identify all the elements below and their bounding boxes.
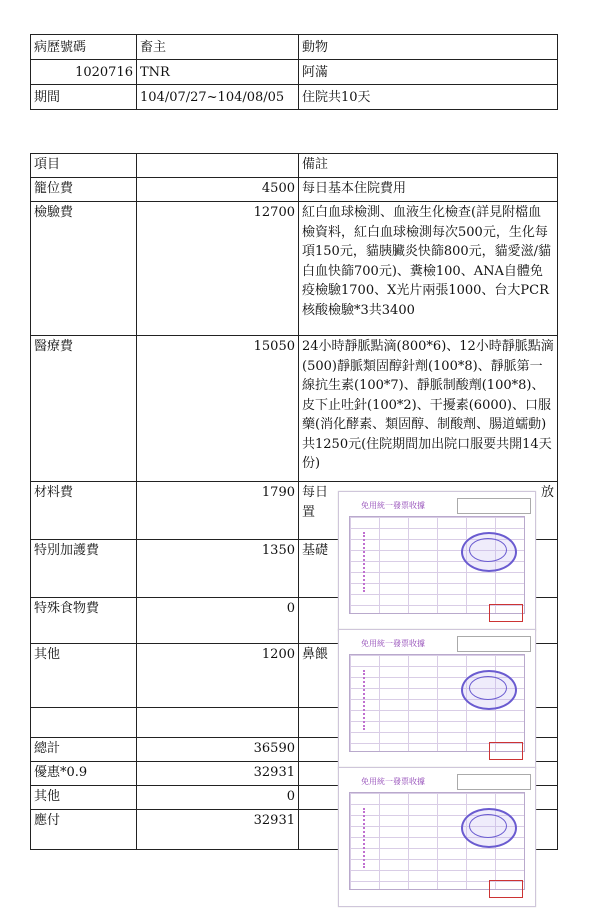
seal-inner-icon: [469, 538, 507, 562]
table-row: [31, 336, 558, 482]
item-cell: 醫療費: [31, 336, 137, 482]
total-label: 總計: [31, 738, 137, 762]
header-info-table: [30, 34, 558, 110]
receipt-number-box: [457, 636, 531, 652]
amount-cell: [137, 708, 299, 738]
period-value: 104/07/27~104/08/05: [137, 85, 299, 110]
receipt-title: 免用統一發票收據: [361, 777, 425, 786]
amount-cell: 0: [137, 598, 299, 644]
animal-value: 阿滿: [299, 60, 558, 85]
note-line2: 置: [302, 504, 316, 520]
note-cell: 基礎: [299, 540, 558, 598]
note-cell: 鼻餵: [299, 644, 558, 708]
note-end: 放: [540, 485, 554, 500]
amount-cell: 4500: [137, 178, 299, 202]
amount-cell: 1350: [137, 540, 299, 598]
note-header: 備註: [299, 154, 558, 178]
discount-amount: 32931: [137, 762, 299, 786]
handwriting: [363, 532, 425, 592]
stamp-icon: [489, 880, 523, 898]
item-cell: 籠位費: [31, 178, 137, 202]
period-header: 期間: [31, 85, 137, 110]
handwriting: [363, 670, 425, 730]
item-cell: 特別加護費: [31, 540, 137, 598]
amount-cell: 1790: [137, 482, 299, 540]
animal-header: 動物: [299, 35, 558, 60]
receipt-image: [338, 491, 536, 631]
note-cell: 24小時靜脈點滴(800*6)、12小時靜脈點滴(500)靜脈類固醇針劑(100*8)、靜脈第一線抗生素(100*7)、靜脈制酸劑(100*8)、皮下止吐針(100*2)、干擾素(6000)、口服藥(消化酵素、類固醇、制酸劑、腸道蠕動)共1250元(住院期間加出院口服要共開14天份): [299, 336, 558, 482]
other-amount: 0: [137, 786, 299, 810]
item-cell: 檢驗費: [31, 202, 137, 336]
seal-inner-icon: [469, 676, 507, 700]
receipt-title: 免用統一發票收據: [361, 501, 425, 510]
record-no-value: 1020716: [31, 60, 137, 85]
receipt-image: [338, 629, 536, 769]
receipt-image: [338, 767, 536, 907]
note-cell: 紅白血球檢測、血液生化檢查(詳見附檔血檢資料，紅白血球檢測每次500元，生化每項150元，貓胰臟炎快篩800元，貓愛滋/貓白血快篩700元)、糞檢100、ANA自體免疫檢驗1700、X光片兩張1000、台大PCR核酸檢驗*3共3400: [299, 202, 558, 336]
stamp-icon: [489, 604, 523, 622]
seal-inner-icon: [469, 814, 507, 838]
item-cell: 其他: [31, 644, 137, 708]
note-start: 每日: [302, 485, 329, 500]
payable-amount: 32931: [137, 810, 299, 850]
discount-label: 優惠*0.9: [31, 762, 137, 786]
amount-cell: 15050: [137, 336, 299, 482]
receipt-number-box: [457, 774, 531, 790]
stay-value: 住院共10天: [299, 85, 558, 110]
item-cell: 特殊食物費: [31, 598, 137, 644]
receipt-title: 免用統一發票收據: [361, 639, 425, 648]
amount-header: [137, 154, 299, 178]
table-row: [31, 202, 558, 336]
note-cell: 每日基本住院費用: [299, 178, 558, 202]
table-row: [31, 178, 558, 202]
owner-value: TNR: [137, 60, 299, 85]
item-cell: [31, 708, 137, 738]
stamp-icon: [489, 742, 523, 760]
record-no-header: 病歷號碼: [31, 35, 137, 60]
item-header: 項目: [31, 154, 137, 178]
other-label: 其他: [31, 786, 137, 810]
item-cell: 材料費: [31, 482, 137, 540]
amount-cell: 12700: [137, 202, 299, 336]
owner-header: 畜主: [137, 35, 299, 60]
payable-label: 應付: [31, 810, 137, 850]
amount-cell: 1200: [137, 644, 299, 708]
receipt-number-box: [457, 498, 531, 514]
total-amount: 36590: [137, 738, 299, 762]
handwriting: [363, 808, 425, 868]
